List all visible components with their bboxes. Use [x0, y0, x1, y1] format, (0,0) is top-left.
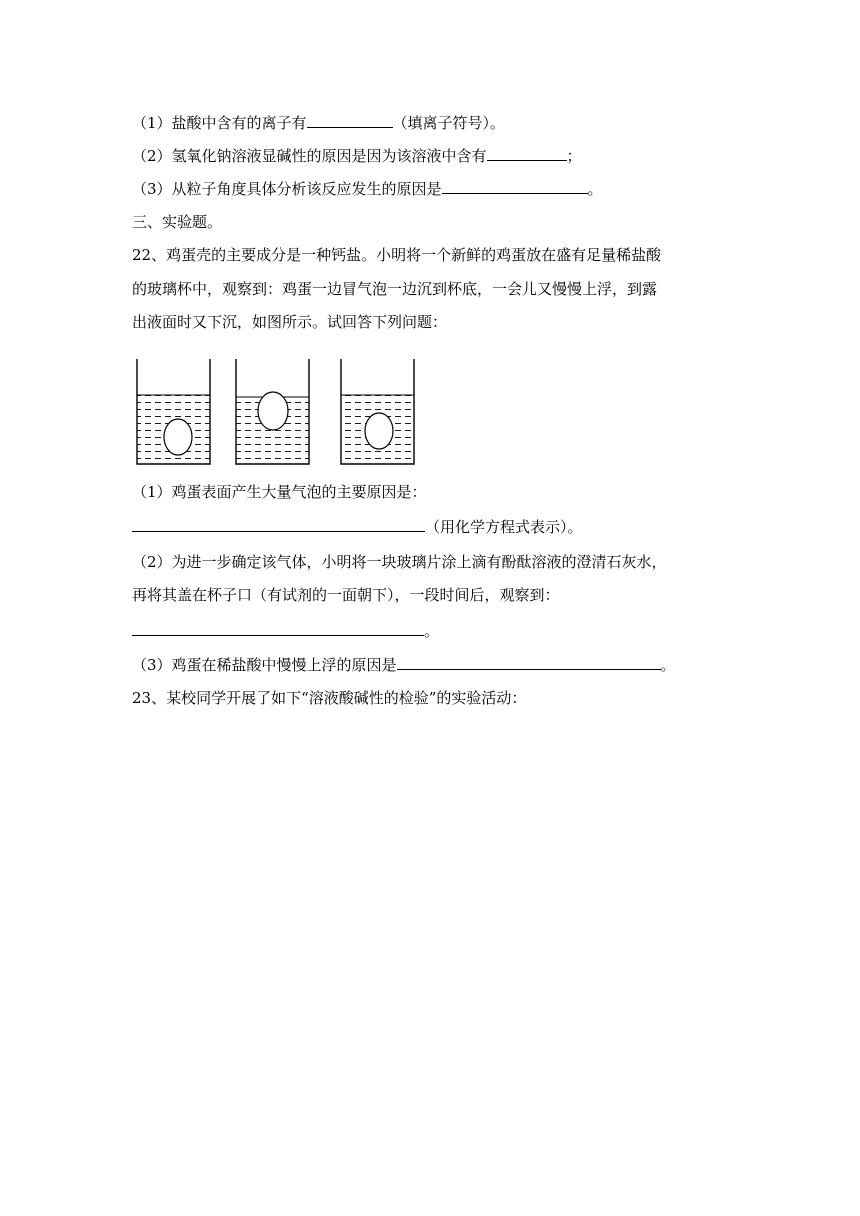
q22-stem-line3: 出液面时又下沉，如图所示。试回答下列问题：	[132, 313, 448, 331]
q22-sub2-line3	[132, 620, 439, 641]
q23-stem: 23、某校同学开展了如下“溶液酸碱性的检验”的实验活动：	[132, 689, 527, 707]
egg-2	[258, 392, 288, 430]
q22-sub3-suffix: 。	[660, 656, 676, 674]
q21-part1-text: （1）盐酸中含有的离子有	[132, 114, 307, 132]
egg-1	[164, 419, 192, 455]
answer-blank[interactable]	[226, 516, 425, 532]
egg-beaker-figure	[134, 357, 424, 469]
q22-sub3-text: （3）鸡蛋在稀盐酸中慢慢上浮的原因是	[132, 656, 397, 674]
answer-blank[interactable]	[487, 145, 567, 161]
q21-part1-suffix: （填离子符号）。	[392, 114, 506, 132]
q22-stem-line1: 22、鸡蛋壳的主要成分是一种钙盐。小明将一个新鲜的鸡蛋放在盛有足量稀盐酸	[132, 246, 662, 264]
q21-part1	[132, 112, 505, 133]
q22-sub2-suffix: 。	[424, 622, 440, 640]
answer-blank[interactable]	[442, 178, 588, 194]
q21-part3-text: （3）从粒子角度具体分析该反应发生的原因是	[132, 180, 442, 198]
q22-sub2-line2: 再将其盖在杯子口（有试剂的一面朝下），一段时间后，观察到：	[132, 586, 560, 604]
section-heading: 三、实验题。	[132, 213, 223, 231]
q22-stem-line2: 的玻璃杯中，观察到：鸡蛋一边冒气泡一边沉到杯底，一会儿又慢慢上浮，到露	[132, 280, 658, 298]
q22-sub1-line2	[132, 516, 583, 537]
answer-blank[interactable]	[397, 654, 481, 670]
answer-blank[interactable]	[481, 654, 661, 670]
q22-sub1-line1: （1）鸡蛋表面产生大量气泡的主要原因是：	[132, 483, 427, 501]
q21-part2-text: （2）氢氧化钠溶液显碱性的原因是因为该溶液中含有	[132, 147, 487, 165]
answer-blank[interactable]	[132, 516, 226, 532]
answer-blank[interactable]	[307, 112, 393, 128]
q22-sub2-line1: （2）为进一步确定该气体，小明将一块玻璃片涂上滴有酚酞溶液的澄清石灰水，	[132, 553, 667, 571]
q21-part3-suffix: 。	[587, 180, 603, 198]
egg-3	[365, 413, 393, 449]
q21-part2	[132, 145, 582, 166]
q21-part3	[132, 178, 603, 199]
answer-blank[interactable]	[216, 620, 424, 636]
q22-sub3	[132, 654, 676, 675]
beaker-3	[341, 359, 414, 464]
answer-blank[interactable]	[132, 620, 216, 636]
beaker-2	[236, 359, 309, 464]
q22-sub1-suffix: （用化学方程式表示）。	[425, 518, 583, 536]
q21-part2-suffix: ；	[566, 147, 582, 165]
beaker-1	[137, 359, 210, 464]
